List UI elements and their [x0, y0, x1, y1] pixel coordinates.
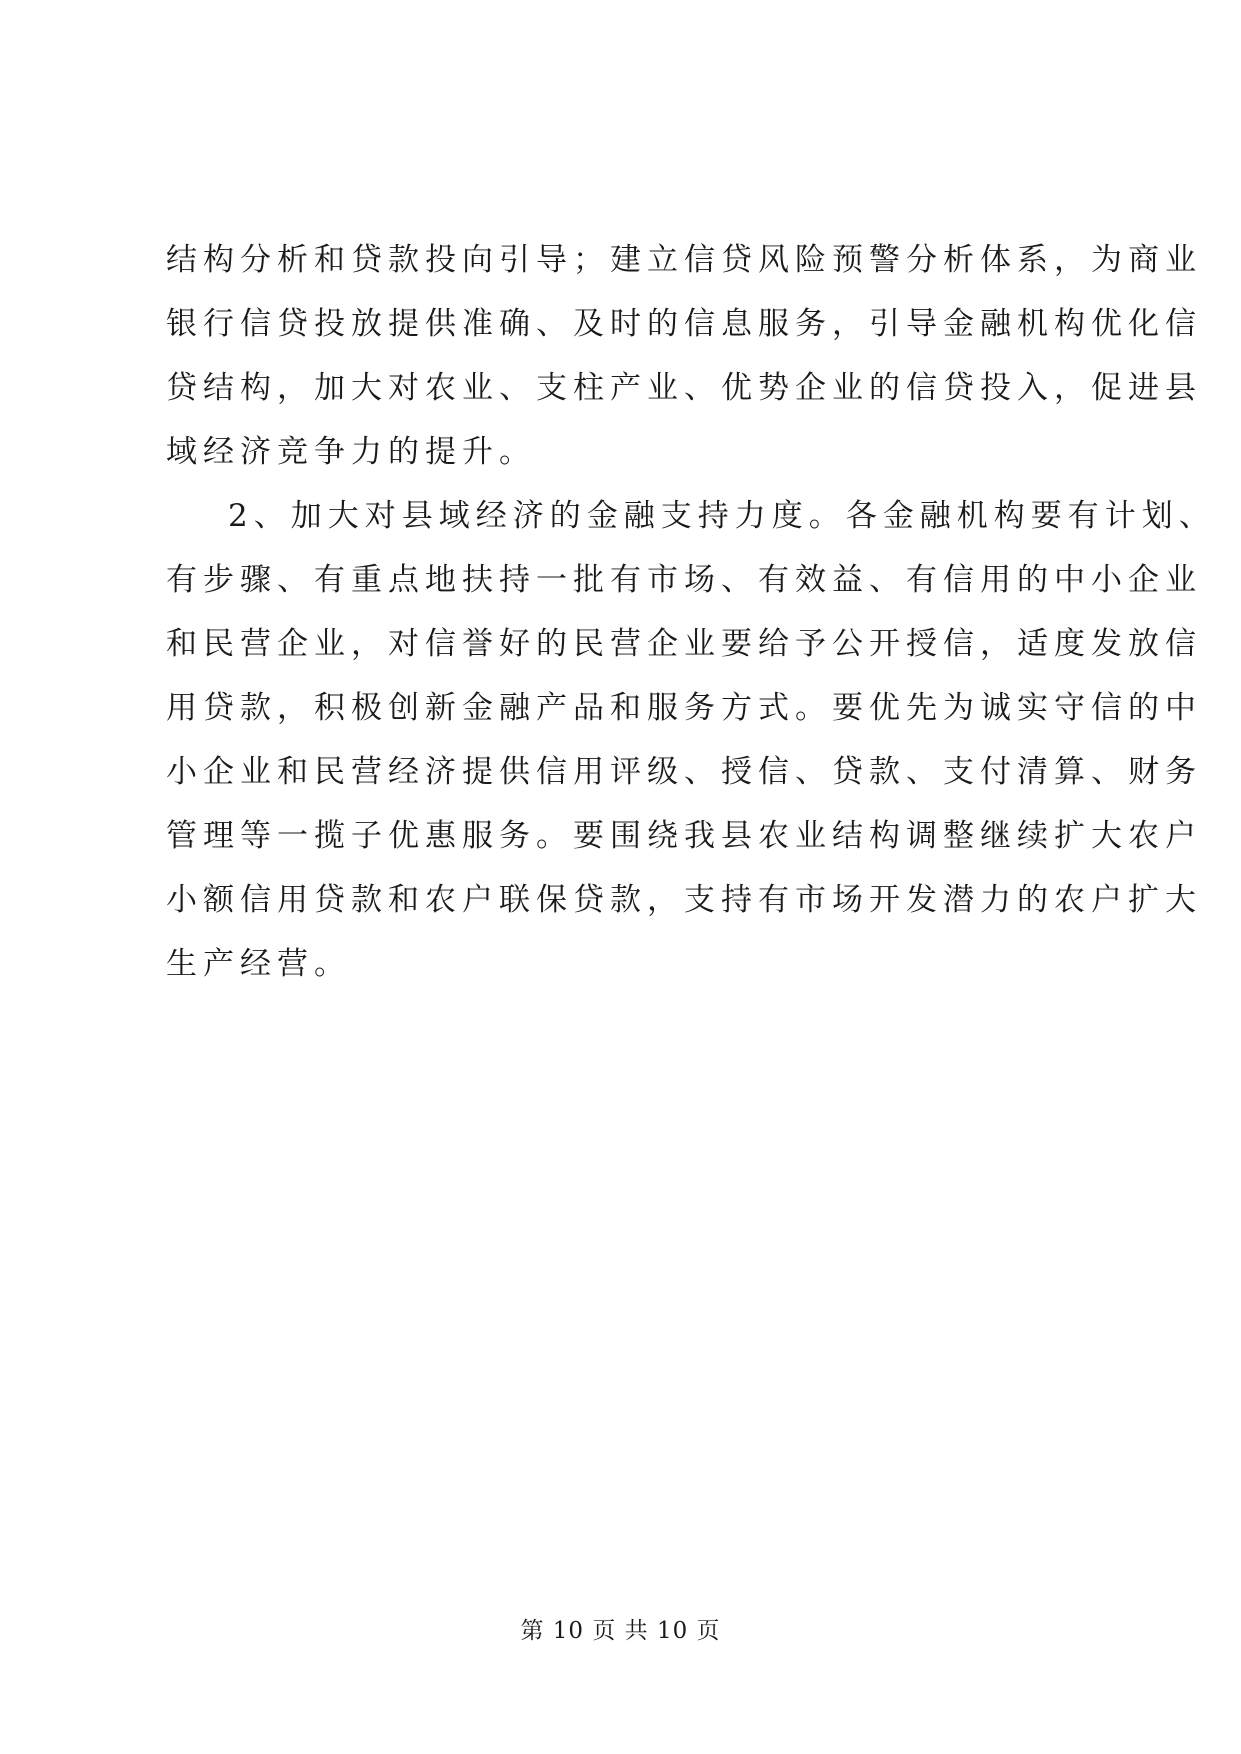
- paragraph-line: 生产经营。: [166, 946, 351, 982]
- paragraph-line: 银行信贷投放提供准确、及时的信息服务，引导金融机构优化信: [166, 306, 1202, 342]
- paragraph-line: 小企业和民营经济提供信用评级、授信、贷款、支付清算、财务: [166, 754, 1202, 790]
- paragraph-line: 用贷款，积极创新金融产品和服务方式。要优先为诚实守信的中: [166, 690, 1202, 726]
- paragraph-line: 域经济竞争力的提升。: [166, 434, 536, 470]
- paragraph-line: 2、加大对县域经济的金融支持力度。各金融机构要有计划、: [228, 498, 1216, 534]
- paragraph-1: [166, 228, 1202, 484]
- paragraph-line: 有步骤、有重点地扶持一批有市场、有效益、有信用的中小企业: [166, 562, 1202, 598]
- paragraph-line: 管理等一揽子优惠服务。要围绕我县农业结构调整继续扩大农户: [166, 818, 1202, 854]
- paragraph-line: 结构分析和贷款投向引导；建立信贷风险预警分析体系，为商业: [166, 242, 1202, 278]
- paragraph-2: [166, 484, 1216, 996]
- paragraph-line: 和民营企业，对信誉好的民营企业要给予公开授信，适度发放信: [166, 626, 1202, 662]
- document-body: [166, 228, 1216, 996]
- paragraph-line: 小额信用贷款和农户联保贷款，支持有市场开发潜力的农户扩大: [166, 882, 1202, 918]
- paragraph-line: 贷结构，加大对农业、支柱产业、优势企业的信贷投入，促进县: [166, 370, 1202, 406]
- page-number-footer: 第 10 页 共 10 页: [520, 1618, 721, 1644]
